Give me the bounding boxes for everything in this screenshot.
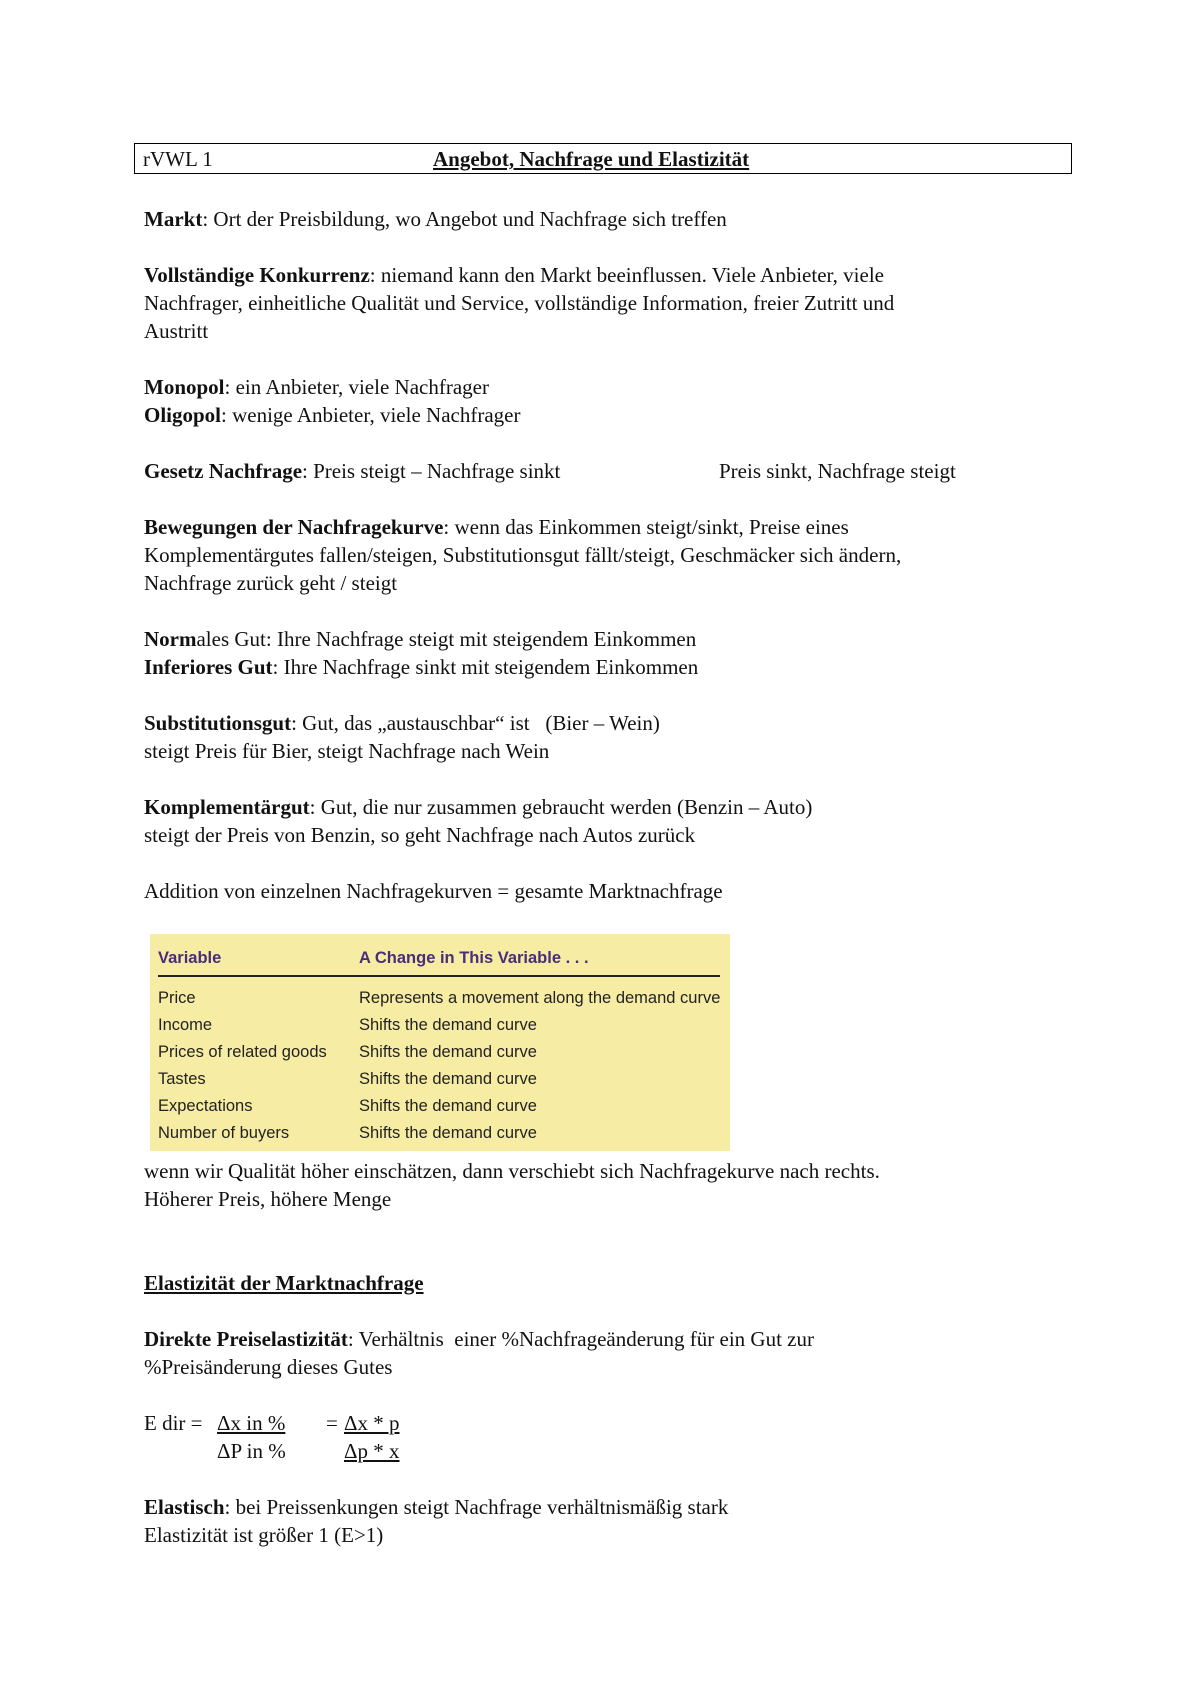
formula-lhs: E dir = [144, 1411, 203, 1435]
komplement-text: : Gut, die nur zusammen gebraucht werden (Benzin – Auto) [309, 795, 813, 819]
table-row [158, 1120, 728, 1147]
term-monopol: Monopol [144, 375, 225, 399]
bewegungen-line3: Nachfrage zurück geht / steigt [144, 571, 398, 595]
table-row [158, 1093, 728, 1120]
table-cell-effect: Shifts the demand curve [359, 1070, 537, 1088]
oligopol-text: : wenige Anbieter, viele Nachfrager [221, 403, 521, 427]
substitution-line2: steigt Preis für Bier, steigt Nachfrage nach Wein [144, 739, 550, 763]
table-cell-effect: Shifts the demand curve [359, 1043, 537, 1061]
konkurrenz-definition [144, 261, 1044, 345]
formula-numerator-2: Δx * p [344, 1411, 400, 1435]
qualitaet-paragraph [144, 1157, 1044, 1213]
substitution-definition [144, 709, 1044, 765]
direkte-text: : Verhältnis einer %Nachfrageänderung für ein Gut zur [347, 1327, 814, 1351]
table-header-variable: Variable [158, 949, 222, 967]
term-direkte: Direkte Preiselastizität [144, 1327, 348, 1351]
gesetz-text2: Preis sinkt, Nachfrage steigt [719, 459, 956, 483]
inferiores-text: : Ihre Nachfrage sinkt mit steigendem Einkommen [272, 655, 699, 679]
section-heading-elastizitaet [144, 1269, 1044, 1297]
komplement-line2: steigt der Preis von Benzin, so geht Nachfrage nach Autos zurück [144, 823, 696, 847]
qualitaet-line2: Höherer Preis, höhere Menge [144, 1187, 392, 1211]
formula-denominator-2: Δp * x [344, 1439, 400, 1463]
demand-variables-table [150, 934, 730, 1151]
term-normales: Norm [144, 627, 197, 651]
table-row [158, 985, 728, 1012]
gesetz-text: : Preis steigt – Nachfrage sinkt [302, 459, 561, 483]
formula-equals: = [326, 1411, 338, 1435]
monopol-text: : ein Anbieter, viele Nachfrager [224, 375, 489, 399]
bewegungen-definition [144, 513, 1044, 597]
table-cell-variable: Price [158, 989, 196, 1007]
term-komplement: Komplementärgut [144, 795, 310, 819]
term-substitution: Substitutionsgut [144, 711, 292, 735]
markt-text: : Ort der Preisbildung, wo Angebot und Nachfrage sich treffen [202, 207, 727, 231]
table-cell-variable: Prices of related goods [158, 1043, 327, 1061]
course-label: rVWL 1 [143, 147, 213, 171]
document-header [134, 143, 1072, 174]
table-cell-effect: Represents a movement along the demand curve [359, 989, 721, 1007]
table-cell-effect: Shifts the demand curve [359, 1016, 537, 1034]
formula-denominator-1: ΔP in % [217, 1439, 286, 1463]
bewegungen-line2: Komplementärgutes fallen/steigen, Substitutionsgut fällt/steigt, Geschmäcker sich ändern, [144, 543, 902, 567]
elastisch-definition [144, 1493, 1044, 1549]
elasticity-formula [144, 1409, 544, 1469]
table-cell-variable: Income [158, 1016, 213, 1034]
markt-definition [144, 205, 1044, 233]
direkte-line2: %Preisänderung dieses Gutes [144, 1355, 393, 1379]
table-row [158, 1012, 728, 1039]
gesetz-nachfrage [144, 457, 1044, 485]
qualitaet-line1: wenn wir Qualität höher einschätzen, dann verschiebt sich Nachfragekurve nach rechts. [144, 1159, 880, 1183]
table-row [158, 1039, 728, 1066]
term-konkurrenz: Vollständige Konkurrenz [144, 263, 370, 287]
table-cell-variable: Number of buyers [158, 1124, 290, 1142]
table-header-change: A Change in This Variable . . . [359, 949, 589, 967]
elastisch-text: : bei Preissenkungen steigt Nachfrage verhältnismäßig stark [224, 1495, 729, 1519]
konkurrenz-text: : niemand kann den Markt beeinflussen. Viele Anbieter, viele [369, 263, 884, 287]
term-inferiores: Inferiores Gut [144, 655, 273, 679]
elastizitaet-heading: Elastizität der Marktnachfrage [144, 1271, 424, 1295]
table-cell-variable: Expectations [158, 1097, 253, 1115]
term-markt: Markt [144, 207, 203, 231]
konkurrenz-line2: Nachfrager, einheitliche Qualität und Service, vollständige Information, freier Zutritt und [144, 291, 895, 315]
gueterarten [144, 625, 1044, 681]
komplement-definition [144, 793, 1044, 849]
term-gesetz: Gesetz Nachfrage [144, 459, 303, 483]
table-cell-effect: Shifts the demand curve [359, 1124, 537, 1142]
term-elastisch: Elastisch [144, 1495, 225, 1519]
term-oligopol: Oligopol [144, 403, 222, 427]
normales-text: ales Gut: Ihre Nachfrage steigt mit steigendem Einkommen [196, 627, 697, 651]
table-cell-variable: Tastes [158, 1070, 206, 1088]
direkte-definition [144, 1325, 1044, 1381]
formula-numerator-1: Δx in % [217, 1411, 286, 1435]
marktformen [144, 373, 1044, 429]
bewegungen-text: : wenn das Einkommen steigt/sinkt, Preise eines [443, 515, 849, 539]
addition-text: Addition von einzelnen Nachfragekurven = gesamte Marktnachfrage [144, 879, 723, 903]
konkurrenz-line3: Austritt [144, 319, 209, 343]
substitution-text: : Gut, das „austauschbar“ ist (Bier – Wein) [291, 711, 660, 735]
page-title: Angebot, Nachfrage und Elastizität [433, 147, 750, 171]
table-row [158, 1066, 728, 1093]
table-header-rule [158, 975, 720, 977]
elastisch-line2: Elastizität ist größer 1 (E>1) [144, 1523, 384, 1547]
term-bewegungen: Bewegungen der Nachfragekurve [144, 515, 444, 539]
table-cell-effect: Shifts the demand curve [359, 1097, 537, 1115]
